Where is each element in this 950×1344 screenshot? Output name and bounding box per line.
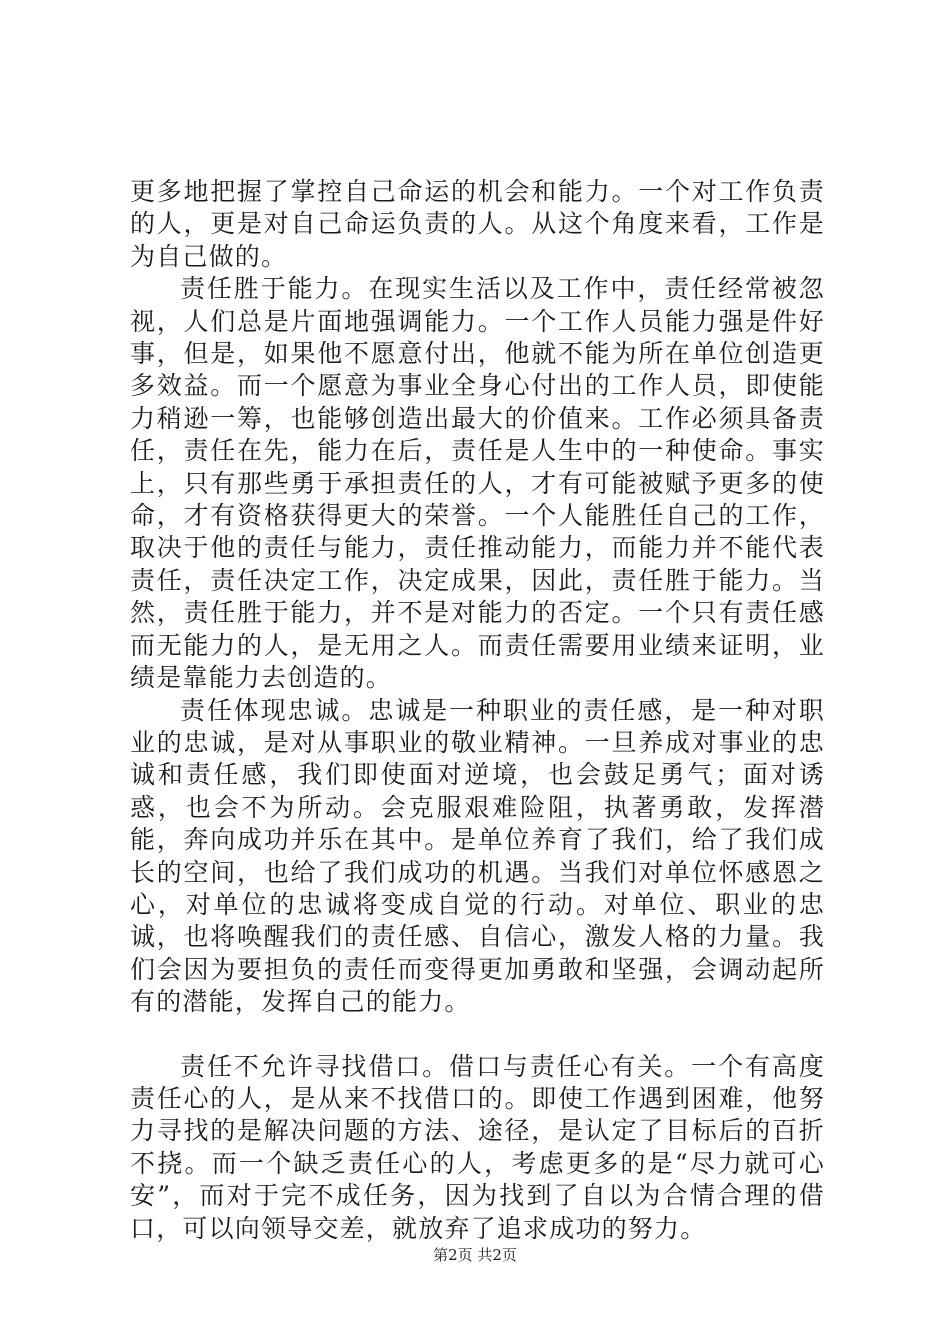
paragraph-3: 责任体现忠诚。忠诚是一种职业的责任感，是一种对职业的忠诚，是对从事职业的敬业精神。一旦养成对事业的忠诚和责任感，我们即使面对逆境，也会鼓足勇气；面对诱惑，也会不为所动。会克服艰难险阻，执著勇敢，发挥潜能，奔向成功并乐在其中。是单位养育了我们，给了我们成长的空间，也给了我们成功的机遇。当我们对单位怀感恩之心，对单位的忠诚将变成自觉的行动。对单位、职业的忠诚，也将唤醒我们的责任感、自信心，激发人格的力量。我们会因为要担负的责任而变得更加勇敢和坚强，会调动起所有的潜能，发挥自己的能力。 [130, 695, 825, 1017]
paragraph-gap [130, 1019, 825, 1051]
document-body [130, 176, 825, 1245]
paragraph-2: 责任胜于能力。在现实生活以及工作中，责任经常被忽视，人们总是片面地强调能力。一个工作人员能力强是件好事，但是，如果他不愿意付出，他就不能为所在单位创造更多效益。而一个愿意为事业全身心付出的工作人员，即使能力稍逊一筹，也能够创造出最大的价值来。工作必须具备责任，责任在先，能力在后，责任是人生中的一种使命。事实上，只有那些勇于承担责任的人，才有可能被赋予更多的使命，才有资格获得更大的荣誉。一个人能胜任自己的工作，取决于他的责任与能力，责任推动能力，而能力并不能代表责任，责任决定工作，决定成果，因此，责任胜于能力。当然，责任胜于能力，并不是对能力的否定。一个只有责任感而无能力的人，是无用之人。而责任需要用业绩来证明，业绩是靠能力去创造的。 [130, 274, 825, 693]
page-footer: 第2页 共2页 [433, 1246, 517, 1264]
paragraph-1: 更多地把握了掌控自己命运的机会和能力。一个对工作负责的人，更是对自己命运负责的人。从这个角度来看，工作是为自己做的。 [130, 177, 825, 271]
paragraph-4: 责任不允许寻找借口。借口与责任心有关。一个有高度责任心的人，是从来不找借口的。即使工作遇到困难，他努力寻找的是解决问题的方法、途径，是认定了目标后的百折不挠。而一个缺乏责任心的人，考虑更多的是“尽力就可心安”，而对于完不成任务，因为找到了自以为合情合理的借口，可以向领导交差，就放弃了追求成功的努力。 [130, 1051, 825, 1243]
